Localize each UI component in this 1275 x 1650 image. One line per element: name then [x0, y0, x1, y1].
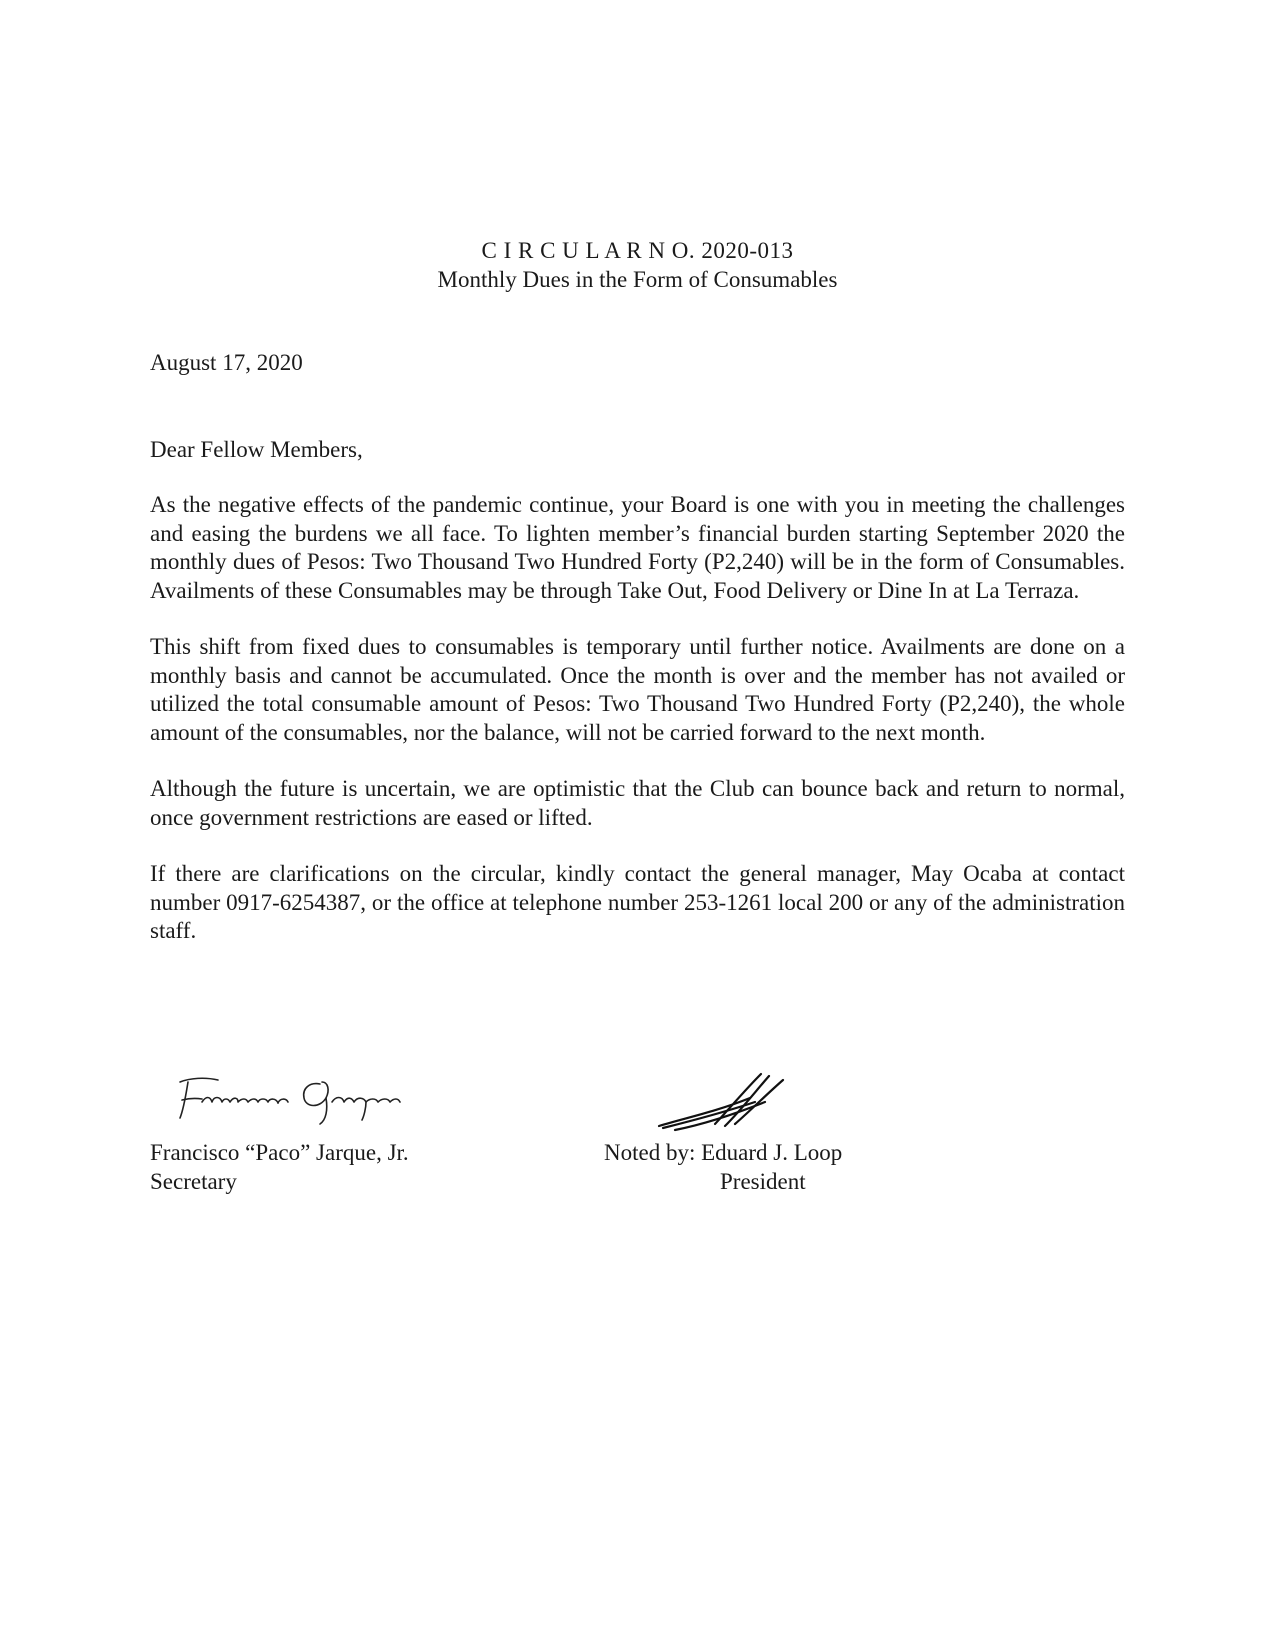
- handwritten-signature-loop: [655, 1068, 795, 1138]
- circular-header: [0, 236, 1275, 294]
- paragraph-contact-info: If there are clarifications on the circular, kindly contact the general manager, May Ocaba at contact number 0917-6254387, or the office at telephone number 253-1261 local 200 or any of the administration staff.: [150, 861, 1125, 943]
- noted-by-line: Noted by: Eduard J. Loop: [604, 1140, 843, 1165]
- secretary-title: Secretary: [150, 1169, 237, 1194]
- circular-subject: Monthly Dues in the Form of Consumables: [437, 267, 838, 292]
- paragraph-outlook: Although the future is uncertain, we are optimistic that the Club can bounce back and return to normal, once government restrictions are eased or lifted.: [150, 776, 1125, 830]
- secretary-name: Francisco “Paco” Jarque, Jr.: [150, 1140, 409, 1165]
- handwritten-signature-jarque: [150, 1068, 410, 1128]
- letter-date: August 17, 2020: [150, 350, 303, 375]
- president-block: [604, 1138, 842, 1196]
- circular-number: C I R C U L A R N O. 2020-013: [481, 238, 794, 263]
- secretary-block: [150, 1138, 409, 1196]
- paragraph-consumables-terms: This shift from fixed dues to consumables is temporary until further notice. Availments are done on a monthly basis and cannot be accumulated. Once the month is over and the member has not availed or utilized the total consumable amount of Pesos: Two Thousand Two Hundred Forty (P2,240), the whole amount of the consumables, nor the balance, will not be carried forward to the next month.: [150, 634, 1125, 745]
- letter-body: [150, 491, 1125, 974]
- salutation: Dear Fellow Members,: [150, 437, 363, 462]
- president-signature: [655, 1068, 795, 1138]
- secretary-signature: [150, 1068, 410, 1128]
- paragraph-board-announcement: As the negative effects of the pandemic continue, your Board is one with you in meeting the challenges and easing the burdens we all face. To lighten member’s financial burden starting September 2020 the monthly dues of Pesos: Two Thousand Two Hundred Forty (P2,240) will be in the form of Consumables. Availments of these Consumables may be through Take Out, Food Delivery or Dine In at La Terraza.: [150, 492, 1125, 603]
- president-title: President: [720, 1169, 806, 1194]
